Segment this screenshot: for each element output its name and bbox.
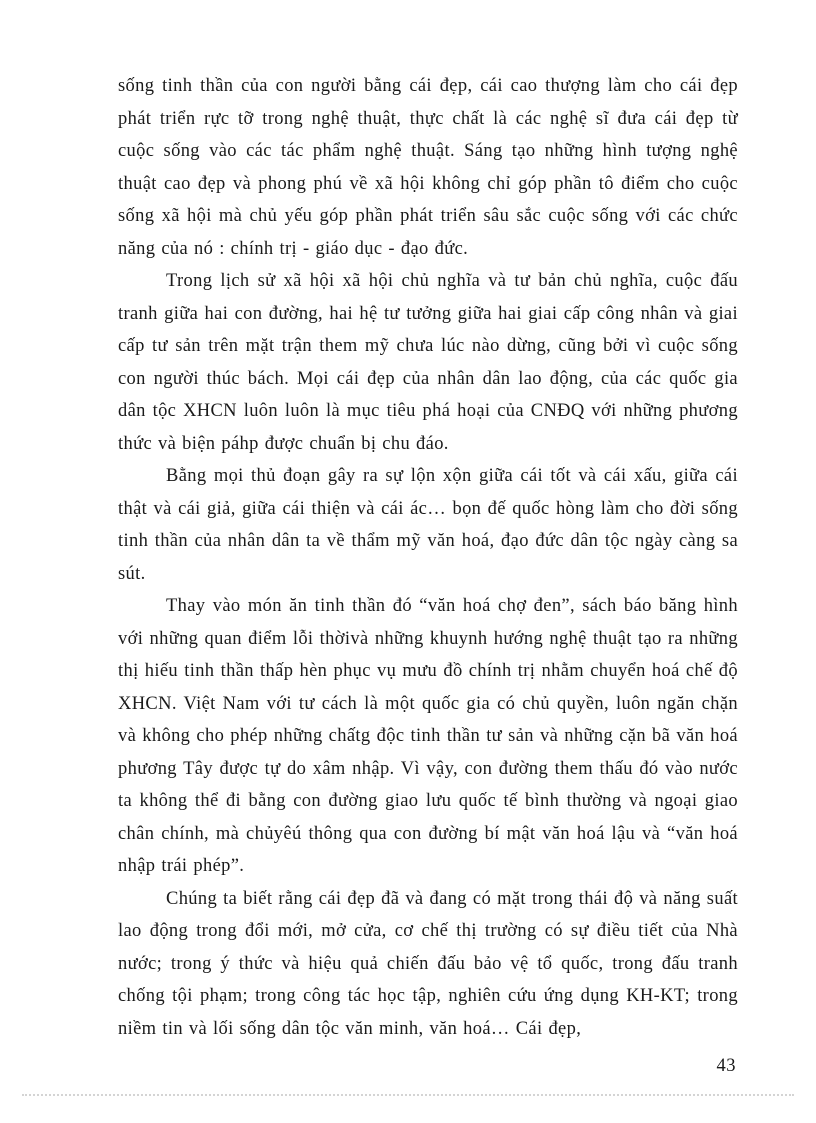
paragraph-history-struggle: Trong lịch sử xã hội xã hội chủ nghĩa và tư bản chủ nghĩa, cuộc đấu tranh giữa hai con đường, hai hệ tư tưởng giữa hai giai cấp công nhân và giai cấp tư sản trên mặt trận them mỹ chưa lúc nào dừng, cũng bởi vì cuộc sống con người thúc bách. Mọi cái đẹp của nhân dân lao động, của các quốc gia dân tộc XHCN luôn luôn là mục tiêu phá hoại của CNĐQ với những phương thức và biện páhp được chuẩn bị chu đáo.: [118, 271, 738, 454]
body-text: [118, 70, 738, 1045]
paragraph-black-market-culture: Thay vào món ăn tinh thần đó “văn hoá chợ đen”, sách báo băng hình với những quan điểm lỗi thờivà những khuynh hướng nghệ thuật tạo ra những thị hiếu tinh thần thấp hèn phục vụ mưu đồ chính trị nhằm chuyển hoá chế độ XHCN. Việt Nam với tư cách là một quốc gia có chủ quyền, luôn ngăn chặn và không cho phép những chấtg độc tinh thần tư sản và những cặn bã văn hoá phương Tây được tự do xâm nhập. Vì vậy, con đường them thấu đó vào nước ta không thể đi bằng con đường giao lưu quốc tế bình thường và ngoại giao chân chính, mà chủyêú thông qua con đường bí mật văn hoá lậu và “văn hoá nhập trái phép”.: [118, 596, 738, 876]
footer-divider: [22, 1094, 794, 1096]
page-number: 43: [716, 1056, 736, 1076]
paragraph-beauty-in-labor: Chúng ta biết rằng cái đẹp đã và đang có mặt trong thái độ và năng suất lao động trong đổi mới, mở cửa, cơ chế thị trường có sự điều tiết của Nhà nước; trong ý thức và hiệu quả chiến đấu bảo vệ tổ quốc, trong đấu tranh chống tội phạm; trong công tác học tập, nghiên cứu ứng dụng KH-KT; trong niềm tin và lối sống dân tộc văn minh, văn hoá… Cái đẹp,: [118, 888, 738, 1039]
paragraph-imperialist-tactics: Bằng mọi thủ đoạn gây ra sự lộn xộn giữa cái tốt và cái xấu, giữa cái thật và cái giả, giữa cái thiện và cái ác… bọn đế quốc hòng làm cho đời sống tinh thần của nhân dân ta về thẩm mỹ văn hoá, đạo đức dân tộc ngày càng sa sút.: [118, 466, 738, 584]
paragraph-continued: sống tinh thần của con người bằng cái đẹp, cái cao thượng làm cho cái đẹp phát triển rực tỡ trong nghệ thuật, thực chất là các nghệ sĩ đưa cái đẹp từ cuộc sống vào các tác phẩm nghệ thuật. Sáng tạo những hình tượng nghệ thuật cao đẹp và phong phú về xã hội không chỉ góp phần tô điểm cho cuộc sống xã hội mà chủ yếu góp phần phát triển sâu sắc cuộc sống với các chức năng của nó : chính trị - giáo dục - đạo đức.: [118, 76, 738, 259]
